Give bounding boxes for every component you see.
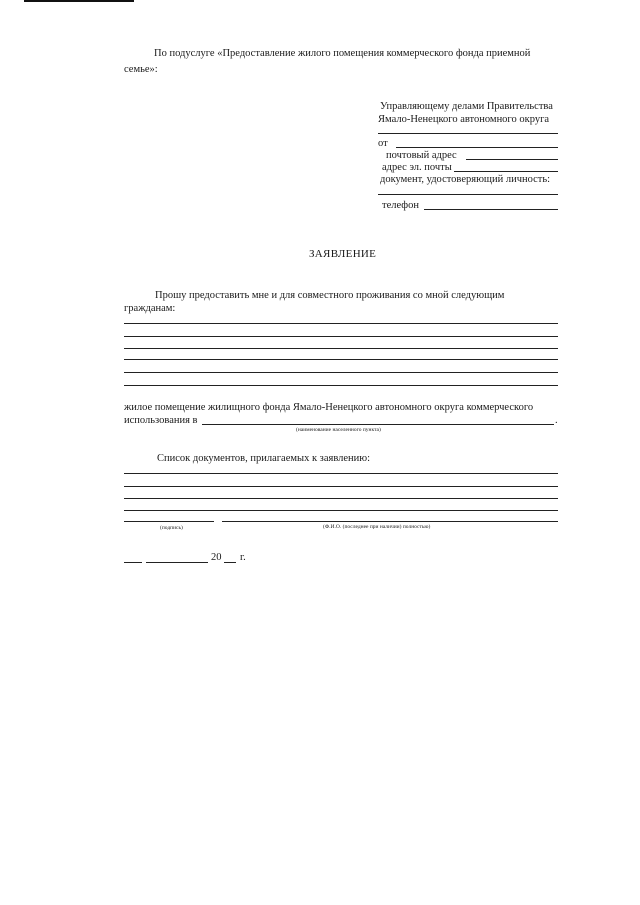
date-month-field[interactable] [146, 562, 208, 563]
housing-line-1: жилое помещение жилищного фонда Ямало-Ненецкого автономного округа коммерческого [124, 402, 534, 413]
full-name-caption: (Ф.И.О. (последнее при наличии) полностью) [323, 524, 431, 530]
postal-address-label: почтовый адрес [386, 150, 457, 161]
signature-field[interactable] [124, 521, 214, 522]
housing-end-period: . [555, 415, 558, 426]
addressee-line-2: Ямало-Ненецкого автономного округа [378, 114, 550, 125]
subservice-line-1: По подуслуге «Предоставление жилого помещения коммерческого фонда приемной [154, 48, 531, 59]
citizens-line-6[interactable] [124, 385, 558, 386]
documents-label: Список документов, прилагаемых к заявлению: [157, 453, 371, 464]
documents-line-4[interactable] [124, 510, 558, 511]
postal-address-field[interactable] [466, 159, 558, 160]
date-year-prefix: 20 [211, 552, 222, 563]
phone-field[interactable] [424, 209, 558, 210]
citizens-line-2[interactable] [124, 336, 558, 337]
documents-line-3[interactable] [124, 498, 558, 499]
statement-title: ЗАЯВЛЕНИЕ [309, 248, 377, 260]
citizens-line-4[interactable] [124, 359, 558, 360]
date-year-field[interactable] [224, 562, 236, 563]
citizens-line-1[interactable] [124, 323, 558, 324]
housing-line-2: использования в [124, 415, 198, 426]
from-field[interactable] [396, 147, 558, 148]
email-label: адрес эл. почты [382, 162, 452, 173]
phone-label: телефон [382, 200, 419, 211]
addressee-blank-line[interactable] [378, 133, 558, 134]
id-document-field[interactable] [378, 194, 558, 195]
documents-line-1[interactable] [124, 473, 558, 474]
top-edge-bar [24, 0, 134, 2]
signature-caption: (подпись) [160, 525, 183, 531]
request-line-2: гражданам: [124, 303, 176, 314]
citizens-line-5[interactable] [124, 372, 558, 373]
full-name-field[interactable] [222, 521, 558, 522]
request-line-1: Прошу предоставить мне и для совместного проживания со мной следующим [155, 290, 505, 301]
addressee-line-1: Управляющему делами Правительства [380, 101, 553, 112]
citizens-line-3[interactable] [124, 348, 558, 349]
email-field[interactable] [454, 171, 558, 172]
subservice-line-2: семье»: [124, 64, 158, 75]
date-day-field[interactable] [124, 562, 142, 563]
documents-line-2[interactable] [124, 486, 558, 487]
id-document-label: документ, удостоверяющий личность: [380, 174, 551, 185]
date-year-suffix: г. [240, 552, 246, 563]
from-label: от [378, 138, 388, 149]
settlement-field[interactable] [202, 424, 554, 425]
settlement-caption: (наименование населенного пункта) [296, 427, 381, 433]
